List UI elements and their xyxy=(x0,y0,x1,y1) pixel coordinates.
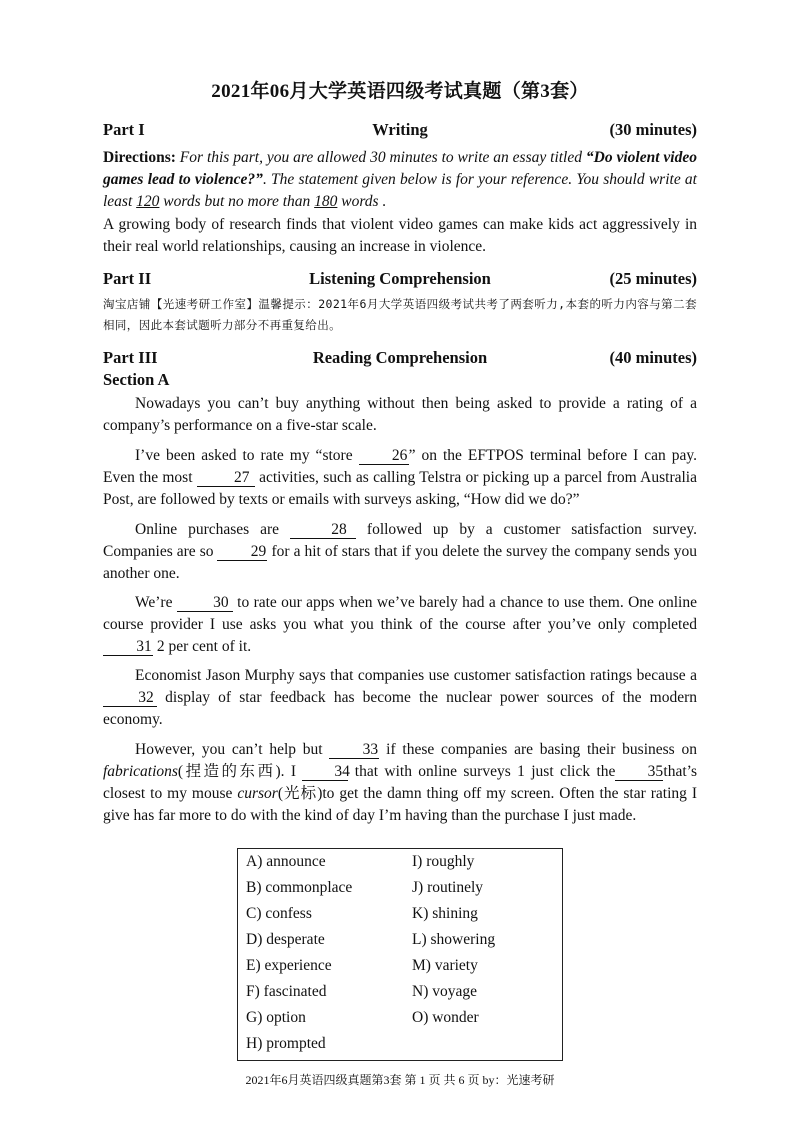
essay-topic: “Do violent video games lead to violence?” xyxy=(103,149,697,188)
blank-30: 30 xyxy=(177,594,233,612)
p6-text-d: that with online surveys 1 just click the xyxy=(348,763,616,780)
part2-time: (25 minutes) xyxy=(609,269,697,288)
p2-text-b: ” on the EFTPOS terminal before I can pay. Even the most xyxy=(103,447,697,486)
passage-paragraph-4 xyxy=(103,592,697,658)
option-l: L) showering xyxy=(412,931,496,948)
directions-text-2: . The statement given below is for your reference. You should write at least xyxy=(103,171,697,210)
part1-label: Part I xyxy=(103,120,145,139)
directions-text-1: For this part, you are allowed 30 minutes to write an essay titled xyxy=(175,149,586,166)
directions-text-3: words but no more than xyxy=(159,193,315,210)
p2-text-a: I’ve been asked to rate my “store xyxy=(135,447,359,464)
p6-text-b: if these companies are basing their business on xyxy=(379,741,697,758)
option-c: C) confess xyxy=(246,905,312,922)
p4-text-b: to rate our apps when we’ve barely had a chance to use them. One online course provider I use asks you what you think of the course after you’ve only completed xyxy=(103,594,697,633)
p6-text-e: that’s closest to my mouse xyxy=(103,763,697,802)
option-j: J) routinely xyxy=(412,879,484,896)
word-bank-box xyxy=(237,848,563,1061)
option-i: I) roughly xyxy=(412,853,475,870)
option-m: M) variety xyxy=(412,957,478,974)
max-words: 180 xyxy=(314,193,338,210)
option-f: F) fascinated xyxy=(246,983,327,1000)
p6-text-f: to get the damn thing off my screen. Often the star rating I give has far more to do with the kind of day I’m having than the purchase I just made. xyxy=(103,785,697,824)
p3-text-b: followed up by a customer satisfaction survey. Companies are so xyxy=(103,521,697,560)
blank-34: 34 xyxy=(302,763,348,781)
blank-26: 26 xyxy=(359,447,409,465)
option-h: H) prompted xyxy=(246,1035,326,1052)
part2-note: 淘宝店铺【光速考研工作室】温馨提示：2021年6月大学英语四级考试共考了两套听力,本套的听力内容与第二套相同，因此本套试题听力部分不再重复给出。 xyxy=(103,297,697,332)
passage-paragraph-1: Nowadays you can’t buy anything without then being asked to provide a rating of a company’s performance on a five-star scale. xyxy=(103,395,697,434)
option-o: O) wonder xyxy=(412,1009,479,1026)
min-words: 120 xyxy=(136,193,160,210)
p5-text-b: display of star feedback has become the nuclear power sources of the modern economy. xyxy=(103,689,697,728)
option-g: G) option xyxy=(246,1009,306,1026)
directions-label: Directions: xyxy=(103,149,176,166)
cursor-term: cursor xyxy=(237,785,278,802)
section-label: Section A xyxy=(103,370,170,389)
part1-name: Writing xyxy=(372,120,428,139)
part2-label: Part II xyxy=(103,269,152,288)
p2-text-c: activities, such as calling Telstra or picking up a parcel from Australia Post, are followed by texts or emails with surveys asking, “How did we do?” xyxy=(103,469,697,508)
part1-statement: A growing body of research finds that violent video games can make kids act aggressively in their real world relationships, causing an increase in violence. xyxy=(103,216,697,255)
option-a: A) announce xyxy=(246,853,326,870)
part1-header xyxy=(103,120,697,144)
option-k: K) shining xyxy=(412,905,478,922)
option-n: N) voyage xyxy=(412,983,477,1000)
passage-paragraph-3 xyxy=(103,519,697,585)
option-d: D) desperate xyxy=(246,931,325,948)
blank-31: 31 xyxy=(103,638,153,656)
blank-33: 33 xyxy=(329,741,379,759)
part3-header xyxy=(103,348,697,372)
p3-text-a: Online purchases are xyxy=(135,521,290,538)
p6-text-c: . I xyxy=(280,763,303,780)
blank-28: 28 xyxy=(290,521,356,539)
p6-text-a: However, you can’t help but xyxy=(135,741,330,758)
p5-text-a: Economist Jason Murphy says that companies use customer satisfaction ratings because a xyxy=(135,667,697,684)
option-e: E) experience xyxy=(246,957,332,974)
part3-time: (40 minutes) xyxy=(609,348,697,367)
page-title: 2021年06月大学英语四级考试真题（第3套） xyxy=(211,81,589,102)
p4-text-c: 2 per cent of it. xyxy=(153,638,252,655)
cursor-gloss: (光标) xyxy=(277,785,323,802)
p4-text-a: We’re xyxy=(135,594,177,611)
p3-text-c: for a hit of stars that if you delete the survey the company sends you another one. xyxy=(103,543,697,582)
blank-35: 35 xyxy=(615,763,663,781)
page-footer: 2021年6月英语四级真题第3套 第 1 页 共 6 页 by：光速考研 xyxy=(245,1073,555,1087)
part3-label: Part III xyxy=(103,348,158,367)
fabrications-term: fabrications xyxy=(103,763,178,780)
part1-directions xyxy=(103,147,697,213)
blank-27: 27 xyxy=(197,469,255,487)
passage-paragraph-2 xyxy=(103,445,697,511)
option-b: B) commonplace xyxy=(246,879,353,896)
blank-32: 32 xyxy=(103,689,157,707)
directions-text-4: words . xyxy=(337,193,387,210)
part2-name: Listening Comprehension xyxy=(309,269,491,288)
fabrications-gloss: (捏造的东西) xyxy=(177,763,281,780)
passage-paragraph-6 xyxy=(103,739,697,827)
part1-time: (30 minutes) xyxy=(609,120,697,139)
passage-paragraph-5 xyxy=(103,665,697,731)
part2-header xyxy=(103,269,697,293)
blank-29: 29 xyxy=(217,543,267,561)
part3-name: Reading Comprehension xyxy=(312,348,488,367)
